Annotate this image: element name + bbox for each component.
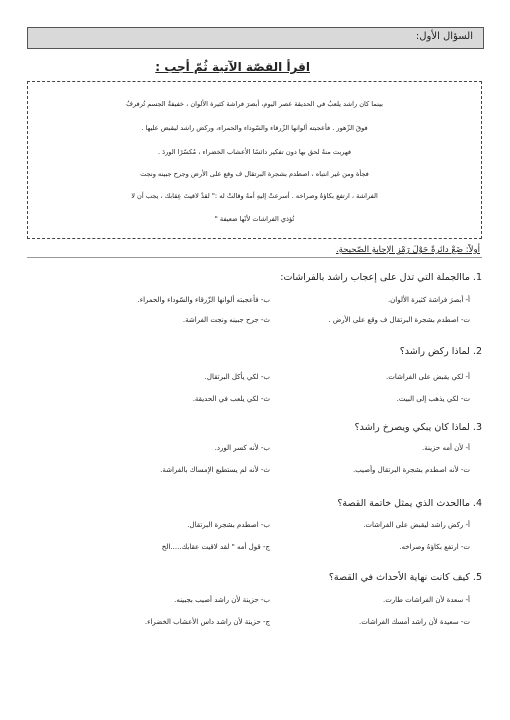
q1-option-th[interactable]: ث- جرح جبينه ونجت الفراشة.: [182, 316, 270, 324]
q2-option-t[interactable]: ت- لكي يذهب إلى البيت.: [396, 395, 470, 403]
q3-option-b[interactable]: ب- لأنه كسر الورد.: [214, 444, 270, 452]
story-line: فجأة ومن غير انتباه ، اصطدم بشجرة البرتقال ف وقع على الأرض وجرح جبينه ونجت: [140, 170, 369, 178]
question-3: 3. لماذا كان يبكي ويصرخ راشد؟: [354, 422, 482, 433]
q2-option-a[interactable]: أ- لكي يقبض على الفراشات.: [386, 373, 470, 381]
question-5: 5. كيف كانت نهاية الأحداث في القصة؟: [328, 572, 482, 583]
story-line: فوقَ الزّهور . فأعجبته ألوانها الزّرقاء والسّوداء والحمراء، وركض راشد ليقبض عليها .: [141, 124, 368, 132]
instruction-heading: اقرأ القصّة الآتية ثُمّ أجب :: [155, 60, 310, 74]
q5-option-b[interactable]: ب- حزينة لأن راشد أصيب بجبينه.: [174, 596, 270, 604]
q1-option-b[interactable]: ب- فأعجبته ألوانها الزّرقاء والسّوداء والحمراء.: [137, 296, 270, 304]
question-header: [27, 27, 484, 49]
q2-option-th[interactable]: ث- لكي يلعب في الحديقة.: [192, 395, 270, 403]
question-header-title: السؤال الأول:: [415, 31, 473, 42]
story-line: الفراشة ، ارتفع بكاؤهُ وصراخه . أسرعتْ إليهِ أمهُ وقالتْ له :" لقدْ لاقيتَ عِقابك ، يجب أن لا: [131, 192, 378, 200]
q5-option-j[interactable]: ج- حزينة لأن راشد داس الأعشاب الخضراء.: [144, 618, 270, 626]
q3-option-a[interactable]: أ- لأن أمه حزينة.: [422, 444, 470, 452]
q4-option-j[interactable]: ج- قول أمه " لقد لاقيت عقابك.....الخ: [161, 543, 270, 551]
story-line: فهربت منهُ لحق بها دون تفكير دائسًا الأعشاب الخضراء ، مُكسّرًا الوردَ .: [157, 148, 352, 156]
q4-option-b[interactable]: ب- اصطدم بشجرة البرتقال.: [187, 521, 270, 529]
story-box: [27, 81, 482, 239]
q5-option-a[interactable]: أ- سعدة لأن الفراشات طارت.: [382, 596, 470, 604]
story-line: بينما كان راشد يلعبُ في الحديقة عصر اليوم، أبصرَ فراشة كثيرة الألوان ، خفيفةُ الجسم تُرفرفُ: [126, 100, 383, 108]
q4-option-t[interactable]: ت- ارتفع بكاؤهُ وصراخه.: [399, 543, 470, 551]
q1-option-t[interactable]: ت- اصطدم بشجرة البرتقال ف وقع على الأرض .: [328, 316, 470, 324]
q3-option-th[interactable]: ث- لأنه لم يستطيع الإمساك بالفراشة.: [160, 466, 270, 474]
question-4: 4. ماالحدث الذي يمثل خاتمة القصة؟: [337, 498, 482, 509]
question-1: 1. ماالجملة التي تدل على إعجاب راشد بالفراشات:: [280, 272, 482, 283]
q4-option-a[interactable]: أ- ركض راشد ليقبض على الفراشات.: [363, 521, 470, 529]
q3-option-t[interactable]: ت- لأنه اصطدم بشجرة البرتقال وأصيب.: [352, 466, 470, 474]
q5-option-t[interactable]: ت- سعيدة لأن راشد أمسك الفراشات.: [358, 618, 470, 626]
q1-option-a[interactable]: أ- أبصرَ فراشة كثيرة الألوان.: [387, 296, 470, 304]
question-2: 2. لماذا ركض راشد؟: [399, 346, 482, 357]
divider: [27, 257, 482, 258]
story-line: تُؤذي الفراشات لأنّها ضعيفة ": [214, 215, 295, 223]
part-title: أولاً: ضَعْ دائرةً حَوْلَ رَمْزِ الإجابةِ الصّحيحةِ.: [335, 245, 480, 255]
q2-option-b[interactable]: ب- لكي يأكل البرتقال.: [204, 373, 270, 381]
